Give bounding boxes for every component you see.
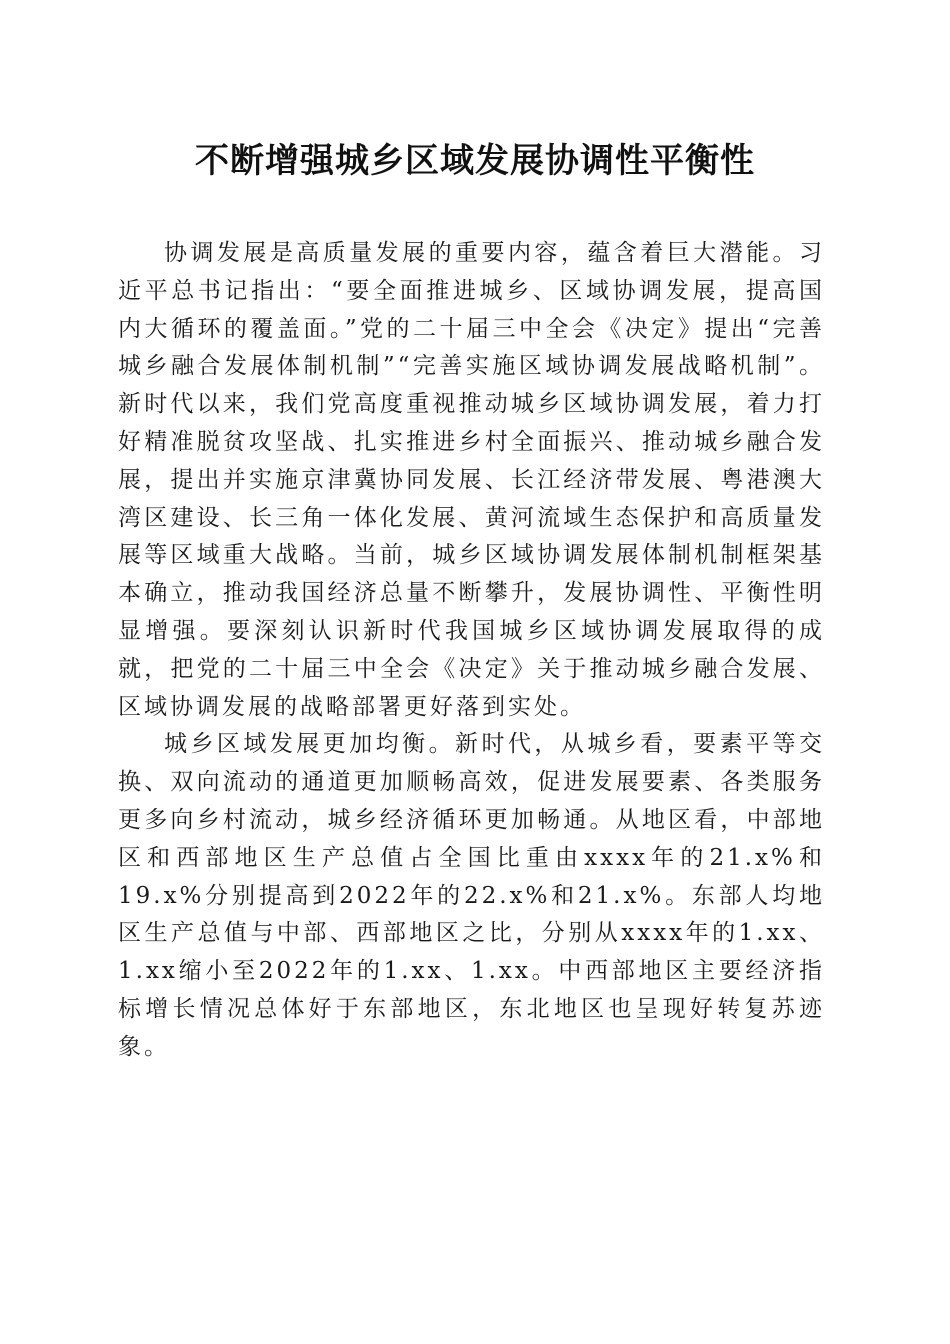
document-title: 不断增强城乡区域发展协调性平衡性	[195, 141, 755, 181]
document-body	[118, 235, 825, 1067]
paragraph-balance: 城乡区域发展更加均衡。新时代，从城乡看，要素平等交换、双向流动的通道更加顺畅高效，促进发展要素、各类服务更多向乡村流动，城乡经济循环更加畅通。从地区看，中部地区和西部地区生产总值占全国比重由xxxx年的21.x%和19.x%分别提高到2022年的22.x%和21.x%。东部人均地区生产总值与中部、西部地区之比，分别从xxxx年的1.xx、1.xx缩小至2022年的1.xx、1.xx。中西部地区主要经济指标增长情况总体好于东部地区，东北地区也呈现好转复苏迹象。	[118, 731, 825, 1060]
paragraph-intro: 协调发展是高质量发展的重要内容，蕴含着巨大潜能。习近平总书记指出：“要全面推进城乡、区域协调发展，提高国内大循环的覆盖面。”党的二十届三中全会《决定》提出“完善城乡融合发展体制机制”“完善实施区域协调发展战略机制”。新时代以来，我们党高度重视推动城乡区域协调发展，着力打好精准脱贫攻坚战、扎实推进乡村全面振兴、推动城乡融合发展，提出并实施京津冀协同发展、长江经济带发展、粤港澳大湾区建设、长三角一体化发展、黄河流域生态保护和高质量发展等区域重大战略。当前，城乡区域协调发展体制机制框架基本确立，推动我国经济总量不断攀升，发展协调性、平衡性明显增强。要深刻认识新时代我国城乡区域协调发展取得的成就，把党的二十届三中全会《决定》关于推动城乡融合发展、区域协调发展的战略部署更好落到实处。	[118, 240, 825, 720]
